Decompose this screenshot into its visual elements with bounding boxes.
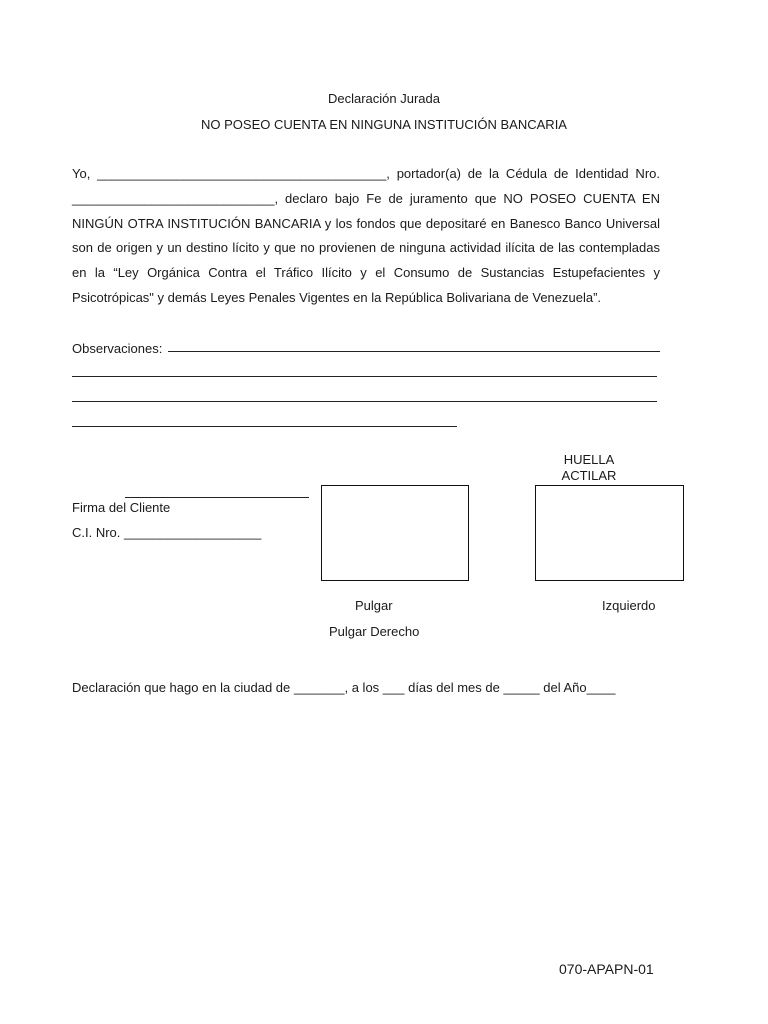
thumb-print-box-left[interactable] <box>321 485 469 581</box>
signature-line[interactable] <box>125 497 309 498</box>
form-code: 070-APAPN-01 <box>559 961 654 977</box>
observaciones-line-3[interactable] <box>72 401 657 402</box>
observaciones-line-4[interactable] <box>72 426 457 427</box>
pulgar-label: Pulgar <box>355 598 393 613</box>
declaration-paragraph: Yo, ________________________________________, portador(a) de la Cédula de Identidad Nro. ____________________________, declaro bajo Fe de juramento que NO POSEO CUENTA EN NINGÚN OTRA INSTITUCIÓN BANCARIA y los fondos que depositaré en Banesco Banco Universal son de origen y un destino lícito y que no provienen de ninguna actividad ilícita de las contempladas en la “Ley Orgánica Contra el Tráfico Ilícito y el Consumo de Sustancias Estupefacientes y Psicotrópicas" y demás Leyes Penales Vigentes en la República Bolivariana de Venezuela”. <box>72 166 660 305</box>
observaciones-label: Observaciones: <box>72 341 163 356</box>
pulgar-derecho-label: Pulgar Derecho <box>329 624 420 639</box>
declaration-body <box>72 162 660 311</box>
huella-label: HUELLA ACTILAR <box>561 452 617 483</box>
thumb-print-box-right[interactable] <box>535 485 684 581</box>
document-title: Declaración Jurada <box>327 91 440 106</box>
city-date-statement: Declaración que hago en la ciudad de _______, a los ___ días del mes de _____ del Año____ <box>72 680 616 695</box>
observaciones-line-2[interactable] <box>72 376 657 377</box>
izquierdo-label: Izquierdo <box>602 598 656 613</box>
observaciones-line-1[interactable] <box>168 351 660 352</box>
firma-label: Firma del Cliente <box>72 500 171 515</box>
ci-field: C.I. Nro. ___________________ <box>72 525 262 540</box>
document-subtitle: NO POSEO CUENTA EN NINGUNA INSTITUCIÓN BANCARIA <box>201 117 567 132</box>
